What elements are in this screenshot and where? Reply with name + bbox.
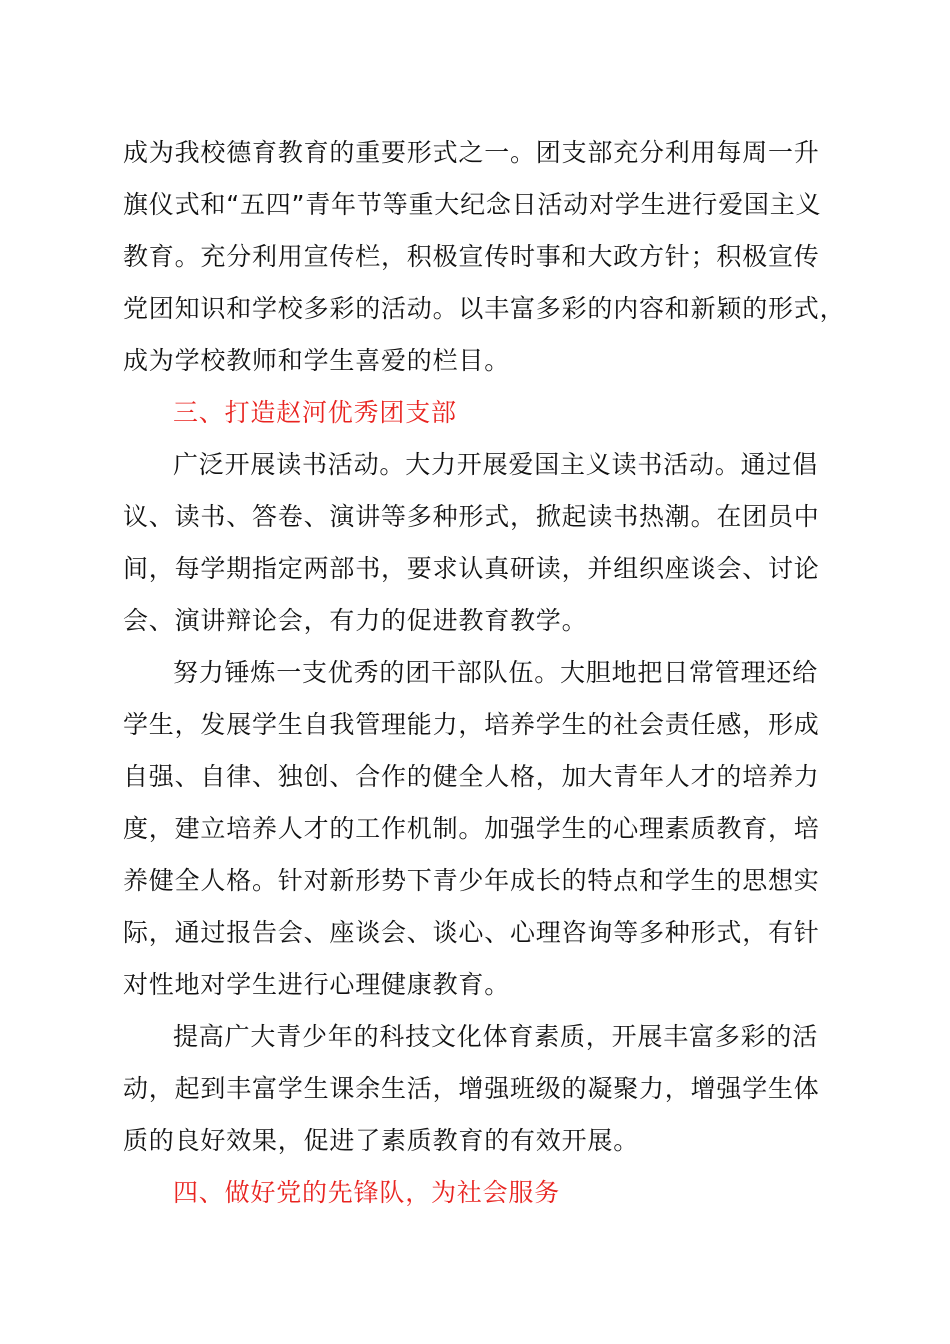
body-text-line: 度，建立培养人才的工作机制。加强学生的心理素质教育，培 [123, 814, 820, 843]
body-text-line: 养健全人格。针对新形势下青少年成长的特点和学生的思想实 [123, 866, 820, 895]
section-heading-4: 四、做好党的先锋队，为社会服务 [173, 1178, 561, 1207]
body-text-line: 间，每学期指定两部书，要求认真研读，并组织座谈会、讨论 [123, 554, 820, 583]
body-text-line: 努力锤炼一支优秀的团干部队伍。大胆地把日常管理还给 [173, 658, 819, 687]
body-text-line: 会、演讲辩论会，有力的促进教育教学。 [123, 606, 588, 635]
body-text-line: 党团知识和学校多彩的活动。以丰富多彩的内容和新颖的形式， [123, 294, 846, 323]
body-text-line: 对性地对学生进行心理健康教育。 [123, 970, 511, 999]
body-text-line: 学生，发展学生自我管理能力，培养学生的社会责任感，形成 [123, 710, 820, 739]
body-text-line: 成为我校德育教育的重要形式之一。团支部充分利用每周一升 [123, 138, 820, 167]
body-text-line: 旗仪式和“五四”青年节等重大纪念日活动对学生进行爱国主义 [123, 190, 822, 219]
body-text-line: 际，通过报告会、座谈会、谈心、心理咨询等多种形式，有针 [123, 918, 820, 947]
body-text-line: 提高广大青少年的科技文化体育素质，开展丰富多彩的活 [173, 1022, 819, 1051]
body-text-line: 教育。充分利用宣传栏，积极宣传时事和大政方针；积极宣传 [123, 242, 820, 271]
body-text-line: 动，起到丰富学生课余生活，增强班级的凝聚力，增强学生体 [123, 1074, 820, 1103]
section-heading-3: 三、打造赵河优秀团支部 [173, 398, 457, 427]
body-text-line: 议、读书、答卷、演讲等多种形式，掀起读书热潮。在团员中 [123, 502, 820, 531]
body-text-line: 广泛开展读书活动。大力开展爱国主义读书活动。通过倡 [173, 450, 819, 479]
body-text-line: 质的良好效果，促进了素质教育的有效开展。 [123, 1126, 640, 1155]
body-text-line: 自强、自律、独创、合作的健全人格，加大青年人才的培养力 [123, 762, 820, 791]
body-text-line: 成为学校教师和学生喜爱的栏目。 [123, 346, 511, 375]
